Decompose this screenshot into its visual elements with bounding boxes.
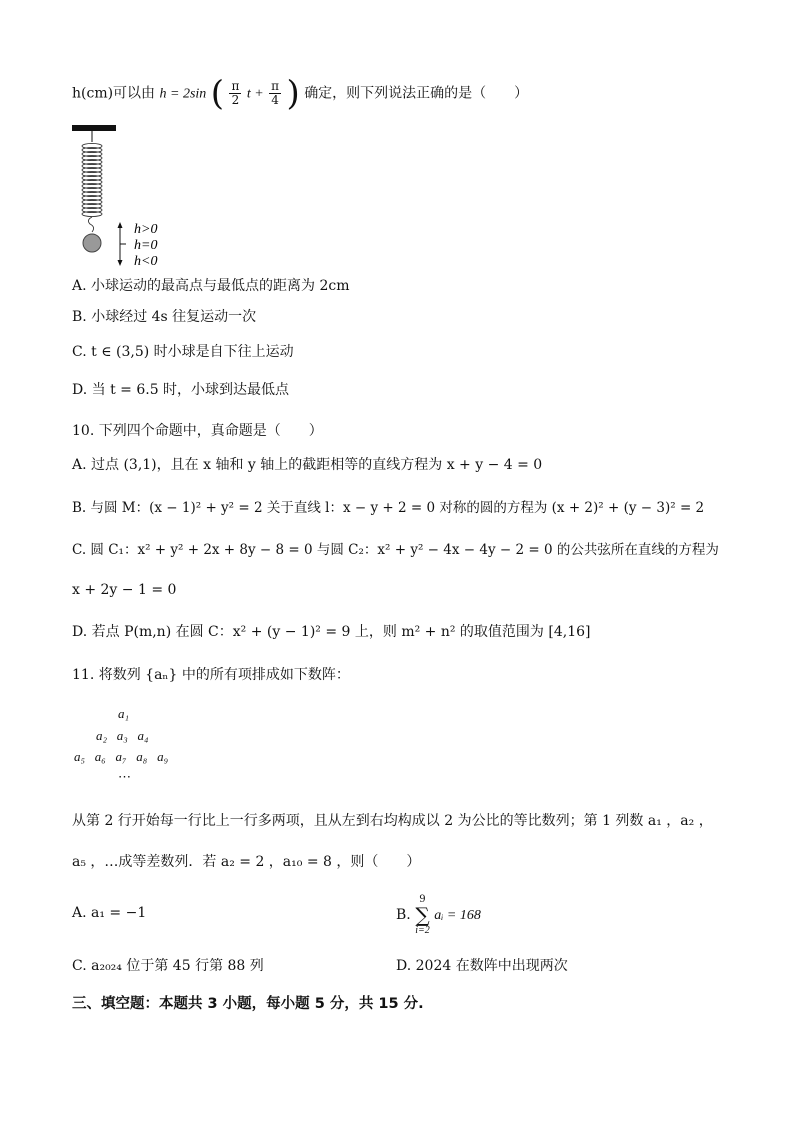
- q9-frac1-den: 2: [231, 93, 240, 107]
- q11-desc-line2: a₅ ，…成等差数列．若 a₂ = 2 ，a₁₀ = 8 ，则（ ）: [72, 854, 421, 870]
- q11-option-a: A. a₁ = −1: [72, 905, 147, 921]
- label-h-positive: h>0: [134, 222, 158, 237]
- q11-option-b: [396, 894, 481, 936]
- q9-frac2-num: π: [271, 79, 280, 93]
- matrix-row-1: a₁: [118, 706, 130, 721]
- q11-desc-line1: 从第 2 行开始每一行比上一行多两项，且从左到右均构成以 2 为公比的等比数列；第 1 列数 a₁ ，a₂ ，: [72, 813, 713, 829]
- section-3-heading: 三、填空题：本题共 3 小题，每小题 5 分，共 15 分.: [72, 996, 424, 1012]
- q9-right-paren: ): [286, 73, 300, 114]
- q10-option-d: D. 若点 P(m,n) 在圆 C：x² + (y − 1)² = 9 上，则 m² + n² 的取值范围为 [4,16]: [72, 624, 591, 640]
- q11-option-c: C. a₂₀₂₄ 位于第 45 行第 88 列: [72, 958, 264, 974]
- q9-frac-pi-2: [229, 80, 241, 107]
- spring-ceiling: [72, 125, 116, 131]
- q9-option-a: A. 小球运动的最高点与最低点的距离为 2cm: [72, 278, 350, 294]
- q11-stem: 11. 将数列 {aₙ} 中的所有项排成如下数阵：: [72, 667, 350, 683]
- q9-stem: [72, 73, 529, 114]
- q9-stem-prefix: h(cm)可以由: [72, 85, 156, 102]
- q9-option-c: C. t ∈ (3,5) 时小球是自下往上运动: [72, 344, 294, 360]
- sigma-icon: ∑: [415, 903, 430, 927]
- spring-bottom-wire: [88, 217, 93, 232]
- q9-frac2-den: 4: [271, 93, 279, 107]
- q9-frac1-num: π: [231, 79, 240, 93]
- q9-left-paren: (: [210, 73, 225, 114]
- q11-option-b-expr: aᵢ = 168: [434, 908, 481, 923]
- summation-symbol: [415, 894, 430, 936]
- q9-option-d: D. 当 t = 6.5 时，小球到达最低点: [72, 382, 290, 398]
- q9-stem-suffix: 确定，则下列说法正确的是（ ）: [304, 85, 529, 102]
- q10-option-c-line2: x + 2y − 1 = 0: [72, 582, 177, 598]
- spring-diagram: [68, 120, 178, 270]
- q11-option-d: D. 2024 在数阵中出现两次: [396, 958, 568, 974]
- matrix-row-3: a₅ a₆ a₇ a₈ a₉: [74, 749, 169, 764]
- matrix-row-2: a₂ a₃ a₄: [96, 728, 149, 743]
- label-h-zero: h=0: [134, 238, 158, 253]
- spring-coil: [82, 143, 102, 216]
- arrow-down-icon: [118, 260, 123, 266]
- q9-frac-pi-4: [269, 80, 281, 107]
- arrow-up-icon: [118, 222, 123, 228]
- q10-stem: 10. 下列四个命题中，真命题是（ ）: [72, 423, 323, 439]
- q11-option-b-label: B.: [396, 907, 411, 923]
- q10-option-b: B. 与圆 M：(x − 1)² + y² = 2 关于直线 l：x − y + 2 = 0 对称的圆的方程为 (x + 2)² + (y − 3)² = 2: [72, 500, 705, 516]
- q10-option-c-line1: C. 圆 C₁：x² + y² + 2x + 8y − 8 = 0 与圆 C₂：x² + y² − 4x − 4y − 2 = 0 的公共弦所在直线的方程为: [72, 542, 719, 558]
- q10-option-a: A. 过点 (3,1)，且在 x 轴和 y 轴上的截距相等的直线方程为 x + y − 4 = 0: [72, 457, 543, 473]
- q9-formula-t: t +: [246, 86, 264, 102]
- q9-option-b: B. 小球经过 4s 往复运动一次: [72, 309, 257, 325]
- label-h-negative: h<0: [134, 254, 158, 269]
- spring-ball: [83, 234, 101, 252]
- sum-upper-bound: 9: [419, 894, 426, 905]
- matrix-row-4: ⋯: [118, 769, 131, 784]
- q9-formula-lhs: h = 2sin: [159, 86, 207, 102]
- sum-lower-bound: i=2: [415, 925, 430, 936]
